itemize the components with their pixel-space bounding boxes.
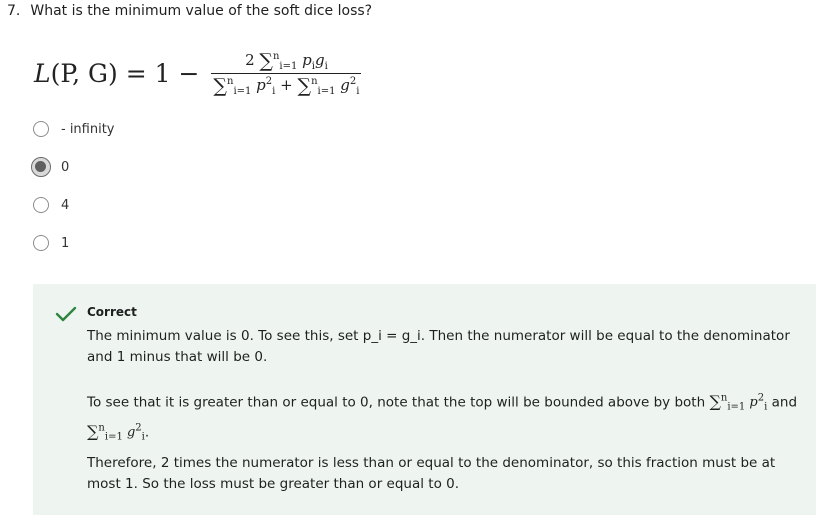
option-one[interactable] [33,235,69,251]
feedback-paragraph-3: Therefore, 2 times the numerator is less than or equal to the denominator, so this fraction must be at most 1. So the loss must be greater than or equal to 0. [87,455,776,492]
checkmark-icon [55,306,77,322]
feedback-paragraph-2: To see that it is greater than or equal to 0, note that the top will be bounded above by both ∑$^n_{i=1}$ $p^2_i$ and ∑$^n_{i=1}$ $g^2_i$. [87,392,798,443]
dice-loss-formula [34,50,361,97]
formula-fraction [211,50,361,97]
radio-button[interactable] [33,235,49,251]
question-header [7,3,372,19]
formula-denominator: ∑$^n_{i=1}$ $p^2_i + \sum^n_{i=1}$ $g^2_i$ [213,75,360,97]
option-label: - infinity [61,121,115,137]
formula-lhs: L(P, G) = 1 − [34,59,200,88]
question-number: 7. [7,3,21,19]
feedback-panel [33,284,816,515]
sum-p-squared: ∑$^n_{i=1}$ $p^2_i$ [709,392,768,413]
formula-numerator: 2 ∑$^n_{i=1}$ $p_ig_i$ [245,50,328,72]
sum-g-squared: ∑$^n_{i=1}$ $g^2_i$ [87,422,145,443]
radio-button[interactable] [33,121,49,137]
option-zero[interactable] [33,157,69,177]
question-text: What is the minimum value of the soft dice loss? [30,3,373,19]
option-label: 1 [61,235,70,251]
option-label: 0 [61,159,70,175]
option-minus-infinity[interactable] [33,121,115,137]
feedback-paragraph-1: The minimum value is 0. To see this, set p_i = g_i. Then the numerator will be equal to the denominator and 1 minus that will be 0. [87,328,790,365]
feedback-status: Correct [87,305,137,319]
option-four[interactable] [33,197,69,213]
radio-button-selected[interactable] [31,157,51,177]
option-label: 4 [61,197,70,213]
radio-button[interactable] [33,197,49,213]
